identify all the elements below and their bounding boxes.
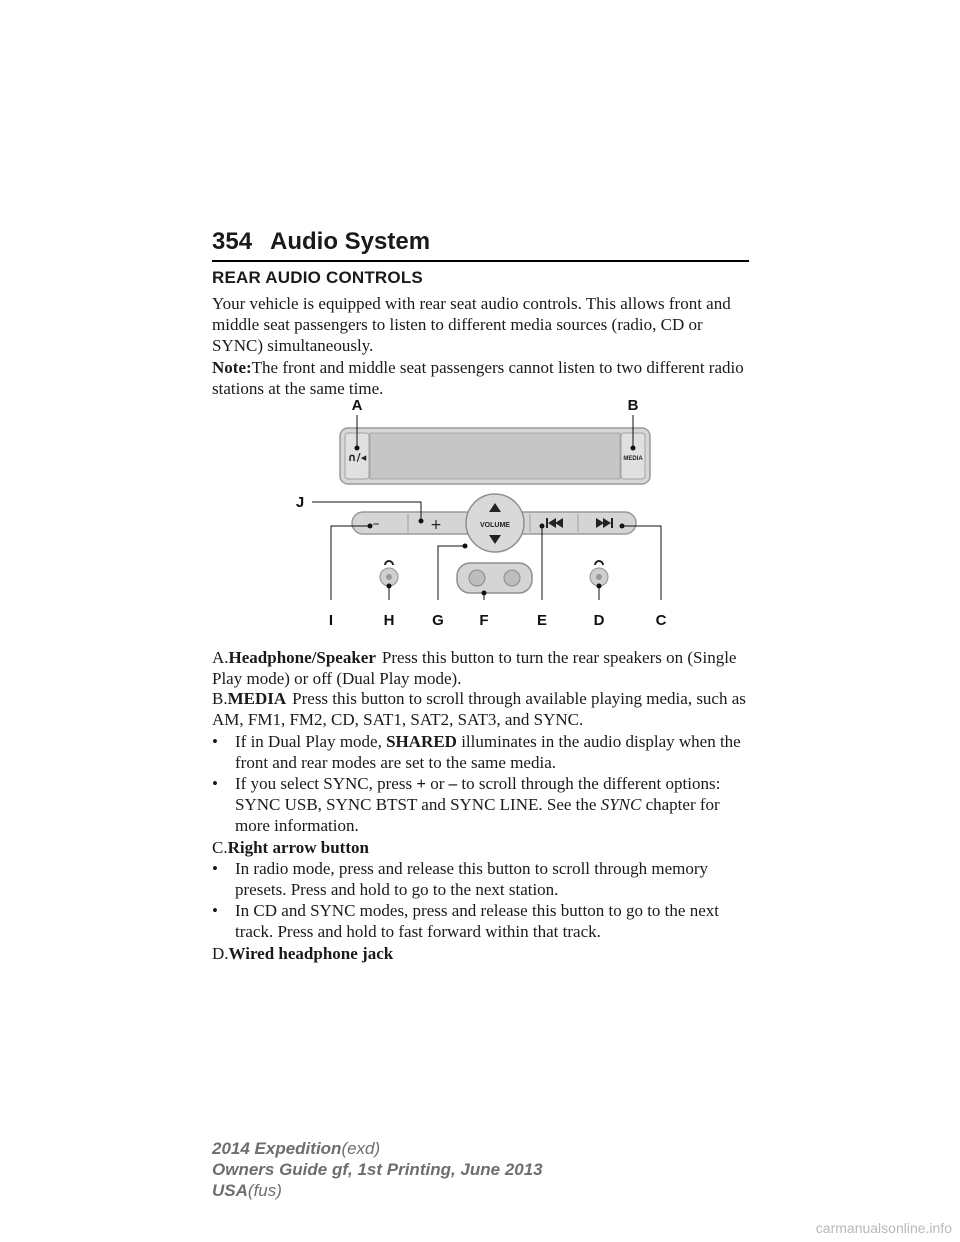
bullet-icon: • (212, 859, 218, 878)
item-b-letter: B. (212, 689, 228, 708)
item-b-name: MEDIA (227, 689, 287, 708)
callout-a: A (351, 397, 363, 414)
headphone-icon-right (595, 561, 603, 565)
item-c-bullet-2 (212, 900, 752, 942)
footer-model-code: (exd) (341, 1139, 381, 1158)
bullet-text: If you select SYNC, press (235, 774, 417, 793)
display-screen (370, 433, 620, 479)
callout-g: G (432, 612, 444, 629)
rear-audio-controls-diagram (290, 388, 680, 640)
callout-e: E (536, 612, 548, 629)
item-b-text: Press this button to scroll through available playing media, such as AM, FM1, FM2, CD, SAT1, SAT2, SAT3, and SYNC. (212, 689, 746, 729)
bullet-text: In radio mode, press and release this button to scroll through memory presets. Press and hold to go to the next station. (235, 859, 709, 899)
callout-j: J (295, 494, 305, 511)
callout-d: D (593, 612, 605, 629)
footer-line-3 (212, 1181, 282, 1201)
footer-model: 2014 Expedition (212, 1139, 342, 1158)
callout-i: I (328, 612, 334, 629)
headphone-icon-left (385, 561, 393, 565)
aux-input-panel (457, 563, 532, 593)
headphone-speaker-symbol: ∩/◂ (347, 451, 367, 464)
item-d (212, 943, 752, 964)
watermark: carmanualsonline.info (815, 1220, 952, 1236)
item-c (212, 837, 752, 858)
bullet-text: illuminates in the audio display when the front and rear modes are set to the same media. (235, 732, 741, 772)
intro-paragraph: Your vehicle is equipped with rear seat audio controls. This allows front and middle seat passengers to listen to different media sources (radio, CD or SYNC) simultaneously. (212, 294, 731, 355)
item-c-bullet-1 (212, 858, 752, 900)
item-c-letter: C. (212, 838, 228, 857)
item-d-letter: D. (212, 944, 229, 963)
minus-symbol: – (372, 516, 380, 532)
item-a-name: Headphone/Speaker (228, 648, 376, 667)
section-heading: REAR AUDIO CONTROLS (212, 268, 423, 287)
item-d-name: Wired headphone jack (228, 944, 394, 963)
shared-label: SHARED (386, 732, 457, 751)
note-text: The front and middle seat passengers cannot listen to two different radio stations at the same time. (212, 358, 744, 398)
callout-b: B (627, 397, 639, 414)
item-a-letter: A. (212, 648, 229, 667)
footer-market: USA (212, 1181, 248, 1200)
item-b-bullet-1 (212, 731, 752, 773)
note-label: Note: (212, 358, 252, 377)
bullet-text: or (426, 774, 449, 793)
item-a (212, 647, 752, 689)
sync-reference: SYNC (600, 795, 642, 814)
callout-h: H (383, 612, 395, 629)
callout-f: F (479, 612, 489, 629)
bullet-icon: • (212, 774, 218, 793)
item-b (212, 688, 752, 730)
plus-symbol: + (430, 517, 442, 533)
header-rule (212, 260, 749, 262)
footer-line-2: Owners Guide gf, 1st Printing, June 2013 (212, 1160, 543, 1179)
item-b-bullet-2 (212, 773, 752, 836)
media-label: MEDIA (623, 456, 643, 462)
bullet-text: In CD and SYNC modes, press and release this button to go to the next track. Press and hold to fast forward within that track. (235, 901, 719, 941)
callout-c: C (655, 612, 667, 629)
bullet-icon: • (212, 732, 218, 751)
bullet-text: If in Dual Play mode, (235, 732, 387, 751)
volume-label: VOLUME (480, 522, 510, 529)
page-title: Audio System (270, 228, 431, 255)
item-c-name: Right arrow button (227, 838, 369, 857)
page-number: 354 (212, 228, 253, 255)
minus-label: – (448, 774, 458, 793)
plus-label: + (416, 774, 426, 793)
bullet-text: to scroll through the different options: SYNC USB, SYNC BTST and SYNC LINE. See the (235, 774, 721, 814)
footer-line-1 (212, 1139, 380, 1159)
bullet-icon: • (212, 901, 218, 920)
bullet-text: chapter for more information. (235, 795, 720, 835)
item-a-text: Press this button to turn the rear speakers on (Single Play mode) or off (Dual Play mode). (212, 648, 737, 688)
footer-market-code: (fus) (247, 1181, 282, 1200)
